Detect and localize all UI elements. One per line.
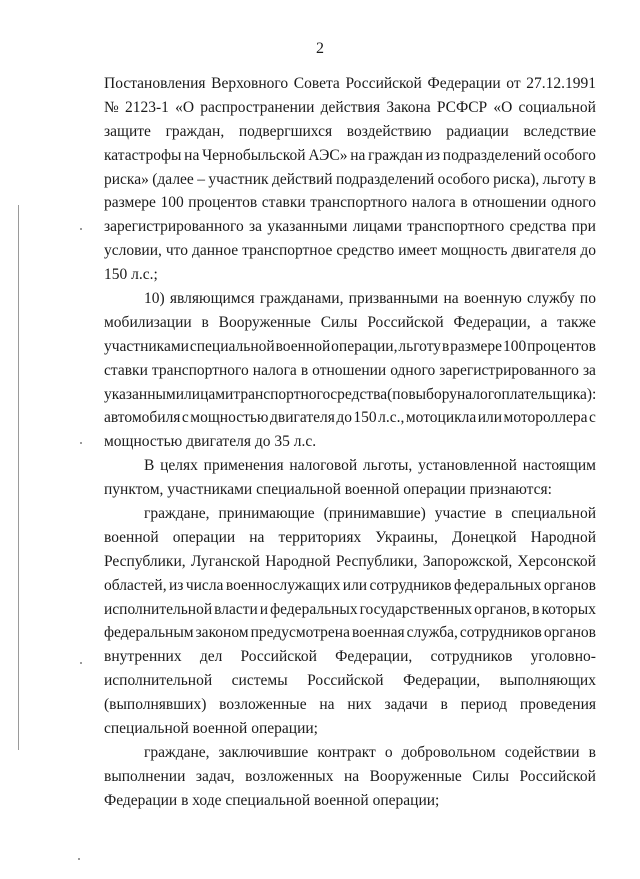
- page-number: 2: [316, 40, 324, 57]
- scan-artifact-dot: [78, 858, 80, 860]
- text-line: Постановления Верховного Совета Российской Федерации от 27.12.1991: [104, 75, 596, 92]
- text-line: 10) являющимся гражданами, призванными на военную службу по: [144, 290, 596, 308]
- text-line: № 2123-1 «О распространении действия Закона РСФСР «О социальной: [104, 98, 596, 116]
- document-body: [104, 72, 596, 813]
- scan-artifact-dot: [80, 228, 82, 230]
- text-line: военной операции на территориях Украины, Донецкой Народной: [104, 528, 596, 546]
- text-line: ставки транспортного налога в отношении одного зарегистрированного за: [104, 361, 596, 379]
- text-line: зарегистрированного за указанными лицами транспортного средства при: [104, 218, 596, 236]
- text-line: Республики, Луганской Народной Республики, Запорожской, Херсонской: [104, 552, 596, 570]
- text-line: выполнении задач, возложенных на Вооруженные Силы Российской: [104, 767, 596, 785]
- text-line: риска» (далее – участник действий подразделений особого риска), льготу в: [104, 170, 596, 188]
- text-line: (выполнявших) возложенные на них задачи в период проведения: [104, 696, 596, 714]
- text-line: пунктом, участниками специальной военной операции признаются:: [104, 481, 552, 499]
- text-line: размере 100 процентов ставки транспортного налога в отношении одного: [104, 194, 596, 212]
- text-line: граждане, принимающие (принимавшие) участие в специальной: [144, 505, 596, 523]
- text-line: Федерации в ходе специальной военной операции;: [104, 791, 440, 809]
- text-line: исполнительной системы Российской Федерации, выполняющих: [104, 672, 596, 690]
- text-line: внутренних дел Российской Федерации, сотрудников уголовно-: [104, 648, 596, 666]
- text-line: федеральным законом предусмотрена военная служба, сотрудников органов: [104, 624, 596, 642]
- text-line: исполнительной власти и федеральных государственных органов, в которых: [104, 600, 596, 618]
- scan-artifact-line: [18, 205, 19, 750]
- text-line: условии, что данное транспортное средство имеет мощность двигателя до: [104, 242, 596, 260]
- text-line: В целях применения налоговой льготы, установленной настоящим: [144, 457, 596, 475]
- text-line: граждане, заключившие контракт о добровольном содействии в: [144, 743, 596, 761]
- text-line: областей, из числа военнослужащих или сотрудников федеральных органов: [104, 576, 596, 594]
- text-line: автомобиля с мощностью двигателя до 150 л.с., мотоцикла или мотороллера с: [104, 409, 596, 427]
- text-line: защите граждан, подвергшихся воздействию радиации вследствие: [104, 122, 596, 140]
- text-line: мощностью двигателя до 35 л.с.: [104, 433, 317, 451]
- text-line: мобилизации в Вооруженные Силы Российской Федерации, а также: [104, 313, 596, 331]
- scan-artifact-dot: [80, 442, 82, 444]
- text-line: участниками специальной военной операции, льготу в размере 100 процентов: [104, 337, 596, 355]
- text-line: указанными лицами транспортного средства (по выбору налогоплательщика):: [104, 385, 597, 403]
- scan-artifact-dot: [80, 662, 82, 664]
- text-line: 150 л.с.;: [104, 266, 158, 284]
- text-line: катастрофы на Чернобыльской АЭС» на граждан из подразделений особого: [104, 146, 596, 164]
- text-line: специальной военной операции;: [104, 720, 318, 738]
